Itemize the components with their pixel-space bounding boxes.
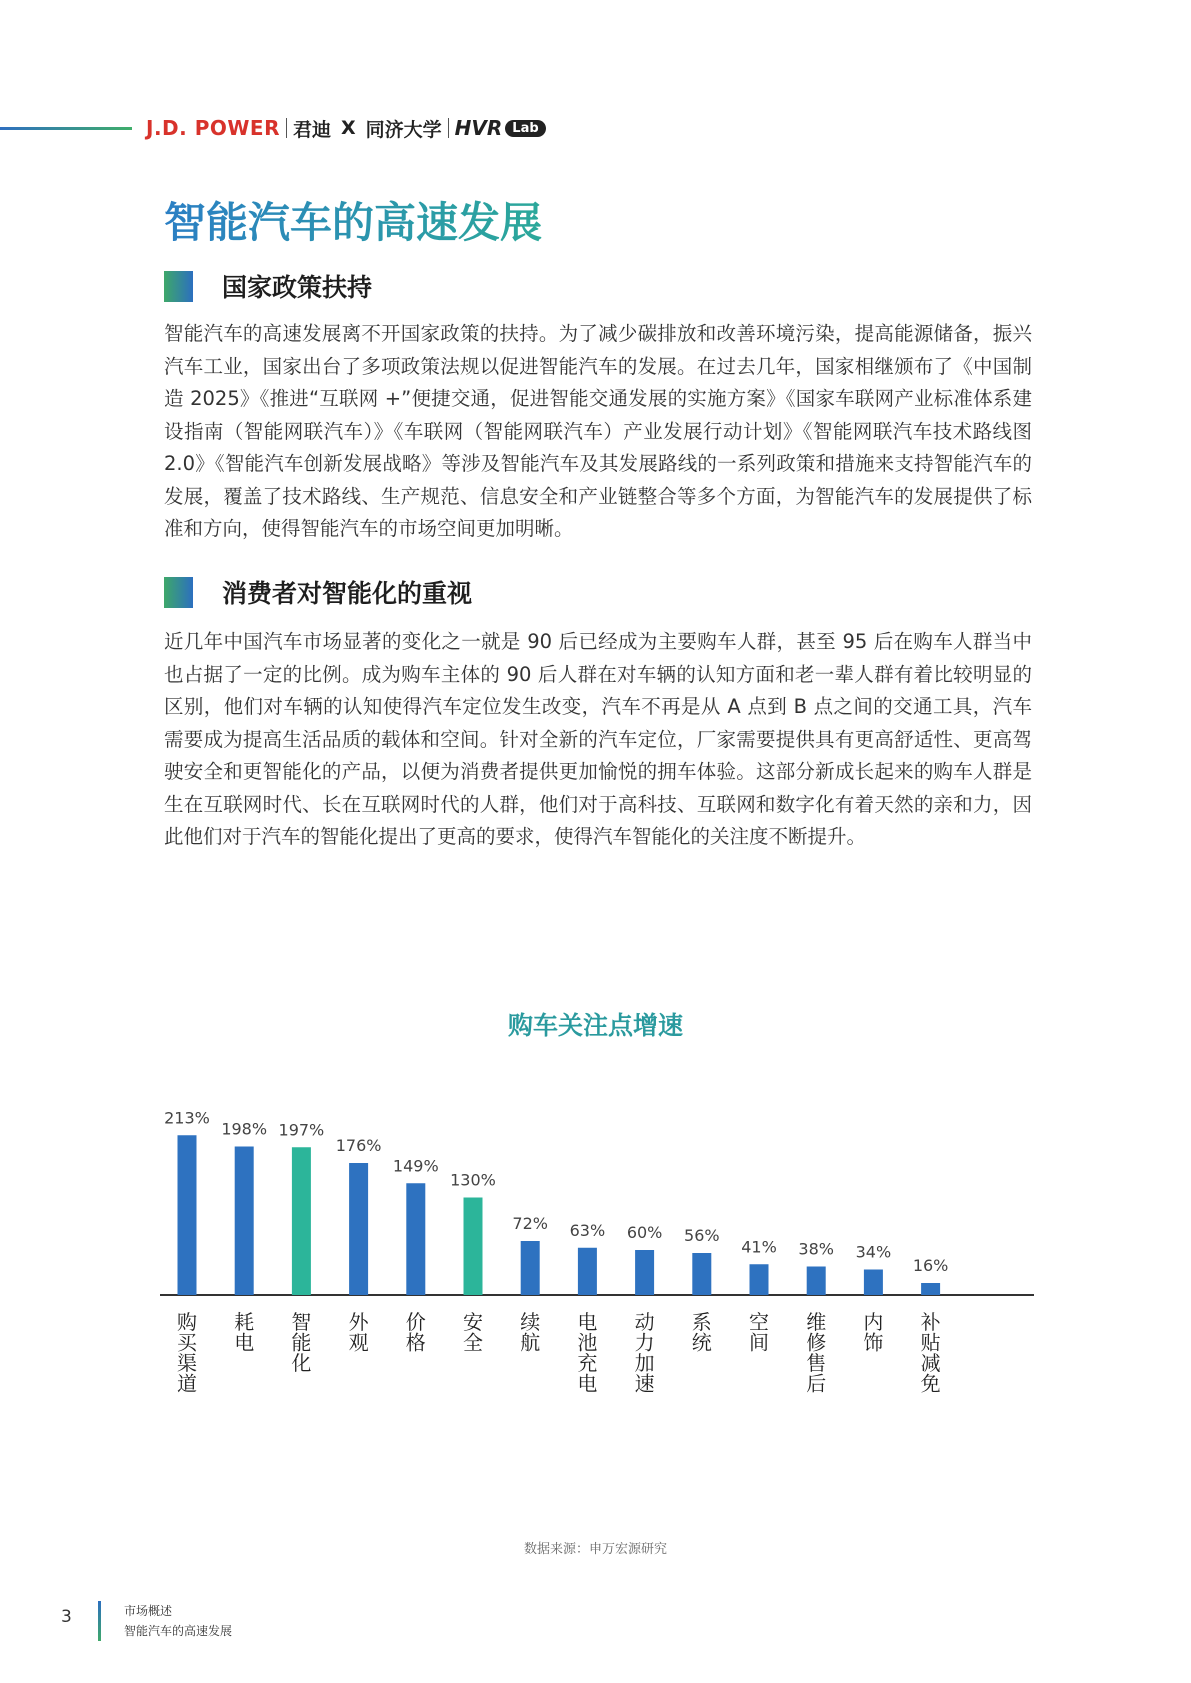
footer-accent-bar <box>98 1601 101 1641</box>
category-label: 系统 <box>691 1310 712 1355</box>
bar-value-label: 130% <box>450 1170 496 1190</box>
bar-value-label: 34% <box>855 1242 892 1262</box>
bar-value-label: 176% <box>335 1136 382 1155</box>
category-label: 补贴减免 <box>920 1310 941 1396</box>
category-label: 外观 <box>348 1310 369 1355</box>
category-label: 动力加速 <box>634 1310 655 1396</box>
footer-chapter: 市场概述 <box>124 1604 173 1618</box>
section-body-consumer: 近几年中国汽车市场显著的变化之一就是 90 后已经成为主要购车人群，甚至 95 后在购车人群当中也占据了一定的比例。成为购车主体的 90 后人群在对车辆的认知方面和老一辈人群有着比较明显的区别，他们对车辆的认知使得汽车定位发生改变，汽车不再是从 A 点到 B 点之间的交通工具，汽车需要成为提高生活品质的载体和空间。针对全新的汽车定位，厂家需要提供具有更高舒适性、更高驾驶安全和更智能化的产品，以便为消费者提供更加愉悦的拥车体验。这部分新成长起来的购车人群是生在互联网时代、长在互联网时代的人群，他们对于高科技、互联网和数字化有着天然的亲和力，因此他们对于汽车的智能化提出了更高的要求，使得汽车智能化的关注度不断提升。 <box>164 630 1032 848</box>
brand-divider <box>286 118 287 138</box>
bar-8 <box>635 1250 654 1295</box>
category-label: 耗电 <box>234 1310 255 1355</box>
bar-13 <box>921 1283 940 1295</box>
category-label: 价格 <box>405 1310 426 1355</box>
data-source: 数据来源：申万宏源研究 <box>523 1542 667 1557</box>
bar-value-label: 197% <box>278 1120 325 1140</box>
header-accent-line <box>0 127 132 130</box>
category-label: 空间 <box>749 1310 769 1355</box>
section-marker-icon <box>164 271 193 302</box>
hvr-logo: HVR <box>454 116 503 140</box>
bar-value-label: 38% <box>798 1239 834 1259</box>
section-heading-policy <box>164 268 372 304</box>
lab-badge: Lab <box>505 120 545 137</box>
bar-10 <box>750 1264 769 1295</box>
brand-header <box>146 114 546 142</box>
category-label: 内饰 <box>863 1310 884 1355</box>
bar-7 <box>578 1248 597 1295</box>
bar-value-label: 16% <box>912 1256 949 1275</box>
bar-9 <box>692 1253 711 1295</box>
jd-power-logo: J.D. POWER <box>146 116 280 140</box>
bar-value-label: 63% <box>569 1220 606 1240</box>
chart-title: 购车关注点增速 <box>507 1011 683 1040</box>
category-label: 电池充电 <box>577 1310 598 1396</box>
section-title: 消费者对智能化的重视 <box>222 579 473 608</box>
category-label: 购买渠道 <box>177 1310 197 1396</box>
section-body-policy: 智能汽车的高速发展离不开国家政策的扶持。为了减少碳排放和改善环境污染，提高能源储备，振兴汽车工业，国家出台了多项政策法规以促进智能汽车的发展。在过去几年，国家相继颁布了《中国制造 2025》《推进“互联网 +”便捷交通，促进智能交通发展的实施方案》《国家车联网产业标准体系建设指南（智能网联汽车）》《车联网（智能网联汽车）产业发展行动计划》《智能网联汽车技术路线图 2.0》《智能汽车创新发展战略》等涉及智能汽车及其发展路线的一系列政策和措施来支持智能汽车的发展，覆盖了技术路线、生产规范、信息安全和产业链整合等多个方面，为智能汽车的发展提供了标准和方向，使得智能汽车的市场空间更加明晰。 <box>164 322 1032 540</box>
category-label: 智能化 <box>291 1310 312 1375</box>
bar-value-label: 41% <box>741 1237 777 1257</box>
bar-value-label: 60% <box>626 1223 663 1242</box>
bar-value-label: 149% <box>392 1156 439 1176</box>
bar-4 <box>406 1183 425 1295</box>
category-label: 维修售后 <box>806 1310 827 1396</box>
bar-3 <box>349 1163 368 1295</box>
brand-partner-tongji: 同济大学 <box>365 118 442 141</box>
bar-1 <box>235 1147 254 1296</box>
footer-section: 智能汽车的高速发展 <box>124 1624 233 1638</box>
category-label: 安全 <box>463 1310 483 1355</box>
section-marker-icon <box>164 577 193 608</box>
bar-2 <box>292 1147 311 1295</box>
category-label: 续航 <box>520 1310 541 1355</box>
page-title: 智能汽车的高速发展 <box>164 190 542 250</box>
bar-11 <box>807 1267 826 1296</box>
section-heading-consumer <box>164 574 472 610</box>
bar-12 <box>864 1270 883 1296</box>
brand-divider <box>448 118 449 138</box>
section-title: 国家政策扶持 <box>222 273 373 302</box>
bar-value-label: 198% <box>221 1119 268 1139</box>
bar-chart <box>160 1080 1040 1520</box>
bar-0 <box>178 1135 197 1295</box>
bar-5 <box>464 1198 483 1296</box>
bar-6 <box>521 1241 540 1295</box>
bar-value-label: 72% <box>512 1214 548 1233</box>
bar-value-label: 56% <box>684 1226 720 1245</box>
brand-partner-jundi: 君迪 <box>292 118 331 141</box>
bar-value-label: 213% <box>164 1108 210 1128</box>
page-number: 3 <box>61 1607 72 1627</box>
brand-x: X <box>341 117 356 139</box>
